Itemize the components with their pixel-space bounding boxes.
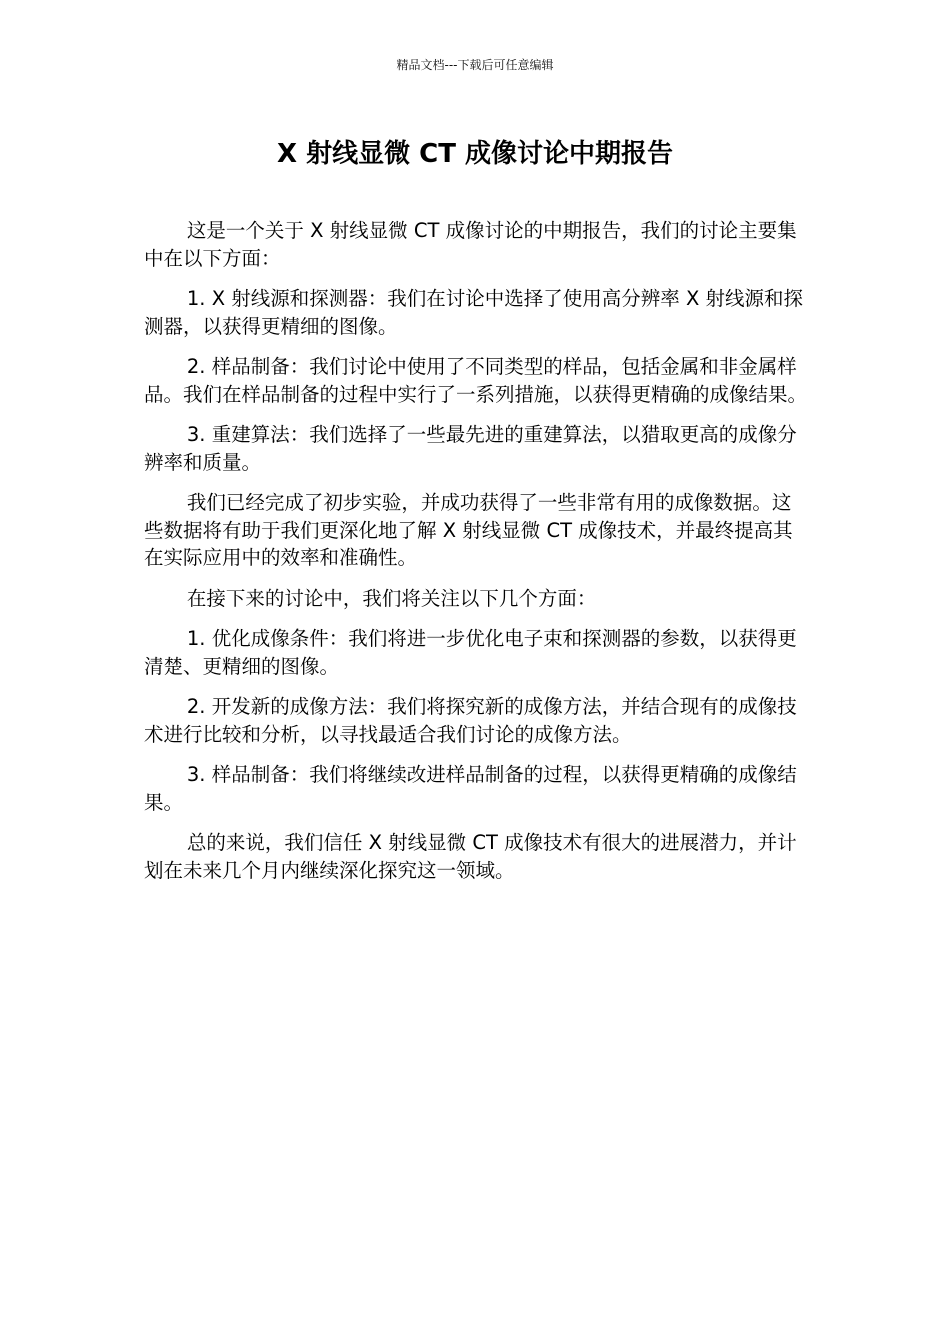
conclusion-paragraph: 总的来说，我们信任 X 射线显微 CT 成像技术有很大的进展潜力，并计划在未来几个月内继续深化探究这一领域。 (144, 831, 797, 882)
intro-paragraph: 这是一个关于 X 射线显微 CT 成像讨论的中期报告，我们的讨论主要集中在以下方面： (144, 219, 797, 270)
plan-item-new-imaging-methods: 2. 开发新的成像方法：我们将探究新的成像方法，并结合现有的成像技术进行比较和分析，以寻找最适合我们讨论的成像方法。 (144, 695, 797, 746)
plan-item-sample-preparation: 3. 样品制备：我们将继续改进样品制备的过程，以获得更精确的成像结果。 (144, 763, 797, 814)
progress-paragraph: 我们已经完成了初步实验，并成功获得了一些非常有用的成像数据。这些数据将有助于我们更深化地了解 X 射线显微 CT 成像技术，并最终提高其在实际应用中的效率和准确性。 (144, 491, 793, 569)
document-body (144, 217, 808, 897)
next-steps-intro-paragraph: 在接下来的讨论中，我们将关注以下几个方面： (186, 586, 597, 610)
plan-item-optimize-imaging: 1. 优化成像条件：我们将进一步优化电子束和探测器的参数，以获得更清楚、更精细的图像。 (144, 627, 797, 678)
document-title: X 射线显微 CT 成像讨论中期报告 (276, 139, 674, 169)
item-xray-source-detector: 1. X 射线源和探测器：我们在讨论中选择了使用高分辨率 X 射线源和探测器，以获得更精细的图像。 (144, 287, 804, 338)
item-sample-preparation: 2. 样品制备：我们讨论中使用了不同类型的样品，包括金属和非金属样品。我们在样品制备的过程中实行了一系列措施，以获得更精确的成像结果。 (144, 355, 808, 406)
page-header: 精品文档---下载后可任意编辑 (396, 58, 554, 72)
item-reconstruction-algorithm: 3. 重建算法：我们选择了一些最先进的重建算法，以猎取更高的成像分辨率和质量。 (144, 423, 797, 474)
